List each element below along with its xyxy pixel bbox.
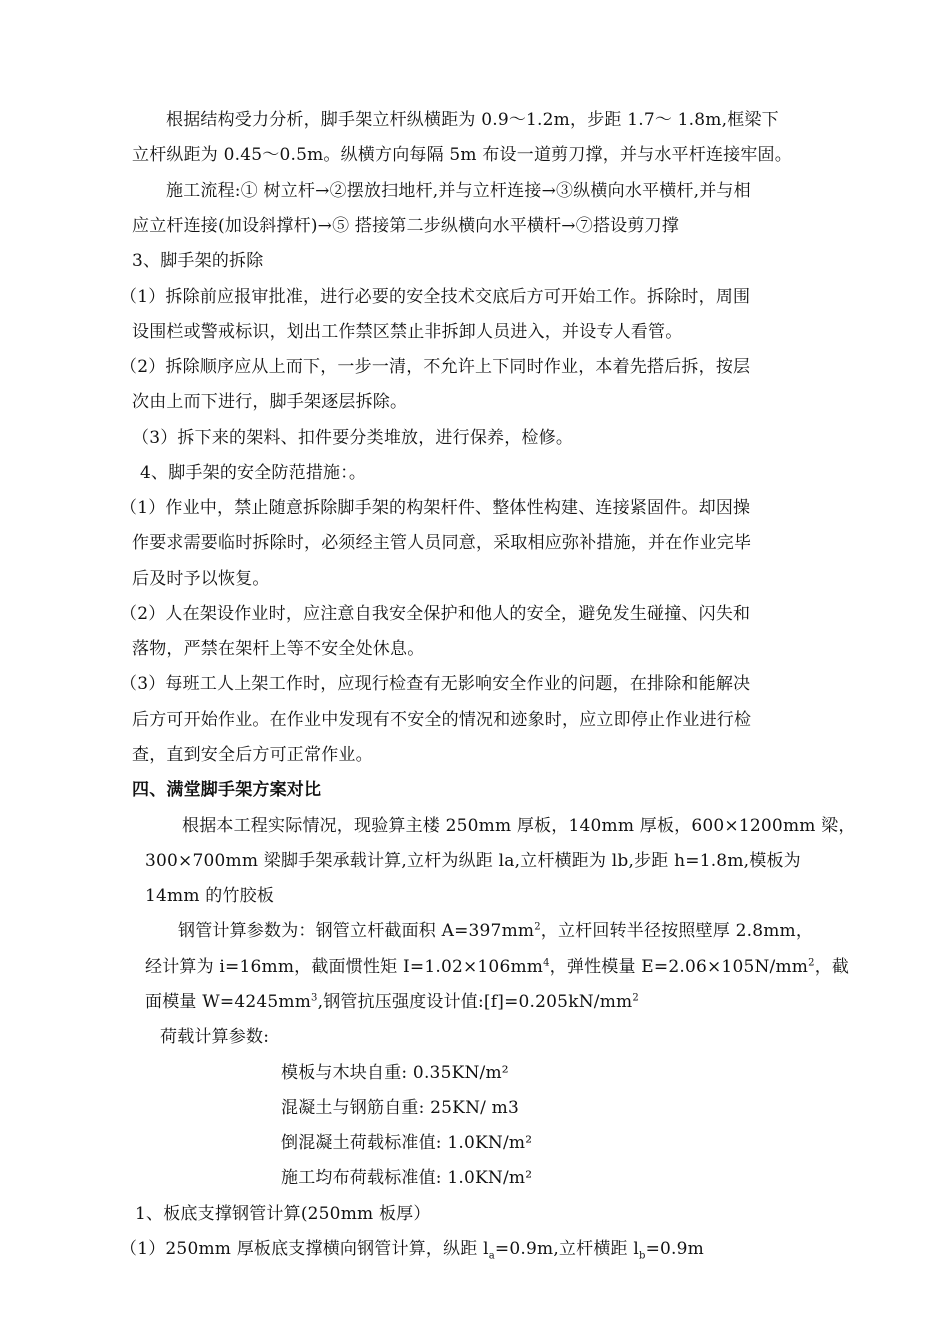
paragraph-line	[178, 919, 813, 943]
text-run: =0.9m,立杆横距 l	[494, 1239, 639, 1259]
text-run: ，立杆回转半径按照壁厚 2.8mm，	[540, 921, 814, 941]
load-item: 混凝土与钢筋自重: 25KN/ m3	[281, 1098, 520, 1118]
paragraph-line: 次由上而下进行，脚手架逐层拆除。	[132, 392, 408, 412]
paragraph-line: 落物，严禁在架杆上等不安全处休息。	[132, 639, 425, 659]
section-heading: 3、脚手架的拆除	[132, 251, 264, 271]
paragraph-line	[120, 1237, 704, 1261]
section-heading: 1、板底支撑钢管计算(250mm 板厚）	[135, 1204, 431, 1224]
chapter-heading: 四、满堂脚手架方案对比	[132, 780, 322, 800]
paragraph-line: 作要求需要临时拆除时，必须经主管人员同意，采取相应弥补措施，并在作业完毕	[132, 533, 752, 553]
paragraph-line: 后方可开始作业。在作业中发现有不安全的情况和迹象时，应立即停止作业进行检	[132, 710, 752, 730]
paragraph-line: 14mm 的竹胶板	[145, 886, 275, 906]
paragraph-line: （3）每班工人上架工作时，应现行检查有无影响安全作业的问题，在排除和能解决	[120, 674, 751, 694]
superscript: 2	[632, 992, 639, 1004]
paragraph-line: 300×700mm 梁脚手架承载计算,立杆为纵距 la,立杆横距为 lb,步距 h=1.8m,模板为	[145, 851, 801, 871]
load-item: 倒混凝土荷载标准值: 1.0KN/m²	[281, 1133, 533, 1153]
subscript: b	[638, 1250, 646, 1262]
paragraph-line: 应立杆连接(加设斜撑杆)→⑤ 搭接第二步纵横向水平横杆→⑦搭设剪刀撑	[132, 216, 679, 236]
text-run: =0.9m	[645, 1239, 704, 1259]
paragraph-line: （1）作业中，禁止随意拆除脚手架的构架杆件、整体性构建、连接紧固件。却因操	[120, 498, 751, 518]
text-run: ,钢管抗压强度设计值:[f]=0.205kN/mm	[317, 992, 633, 1012]
paragraph-line: 后及时予以恢复。	[132, 569, 270, 589]
section-heading: 4、脚手架的安全防范措施：。	[140, 463, 367, 483]
text-run: 经计算为 i=16mm，截面惯性矩 I=1.02×106mm	[145, 957, 544, 977]
text-run: （1）250mm 厚板底支撑横向钢管计算，纵距 l	[120, 1239, 489, 1259]
paragraph-line	[145, 955, 849, 979]
text-run: ，弹性模量 E=2.06×105N/mm	[549, 957, 809, 977]
superscript: 2	[534, 921, 541, 933]
superscript: 3	[311, 992, 318, 1004]
text-run: ，截	[814, 957, 850, 977]
paragraph-line: （1）拆除前应报审批准，进行必要的安全技术交底后方可开始工作。拆除时，周围	[120, 287, 751, 307]
subscript: a	[488, 1250, 495, 1262]
load-item: 施工均布荷载标准值: 1.0KN/m²	[281, 1168, 533, 1188]
superscript: 4	[543, 957, 550, 969]
superscript: 2	[808, 957, 815, 969]
text-run: 面模量 W=4245mm	[145, 992, 312, 1012]
paragraph-line: 设围栏或警戒标识，划出工作禁区禁止非拆卸人员进入，并设专人看管。	[132, 322, 683, 342]
text-run: 钢管计算参数为：钢管立杆截面积 A=397mm	[178, 921, 535, 941]
paragraph-line: （2）拆除顺序应从上而下，一步一清，不允许上下同时作业，本着先搭后拆，按层	[120, 357, 751, 377]
paragraph-line: 根据结构受力分析，脚手架立杆纵横距为 0.9～1.2m，步距 1.7～ 1.8m,框梁下	[166, 110, 779, 130]
paragraph-line: （2）人在架设作业时，应注意自我安全保护和他人的安全，避免发生碰撞、闪失和	[120, 604, 751, 624]
paragraph-line: 查，直到安全后方可正常作业。	[132, 745, 373, 765]
paragraph-line: （3）拆下来的架料、扣件要分类堆放，进行保养，检修。	[132, 428, 574, 448]
paragraph-line: 根据本工程实际情况，现验算主楼 250mm 厚板，140mm 厚板，600×1200mm 梁，	[182, 816, 856, 836]
subheading: 荷载计算参数:	[160, 1027, 270, 1047]
paragraph-line	[145, 990, 639, 1014]
load-item: 模板与木块自重: 0.35KN/m²	[281, 1063, 509, 1083]
paragraph-line: 立杆纵距为 0.45～0.5m。纵横方向每隔 5m 布设一道剪刀撑，并与水平杆连接牢固。	[132, 145, 792, 165]
paragraph-line: 施工流程:① 树立杆→②摆放扫地杆,并与立杆连接→③纵横向水平横杆,并与相	[166, 181, 751, 201]
